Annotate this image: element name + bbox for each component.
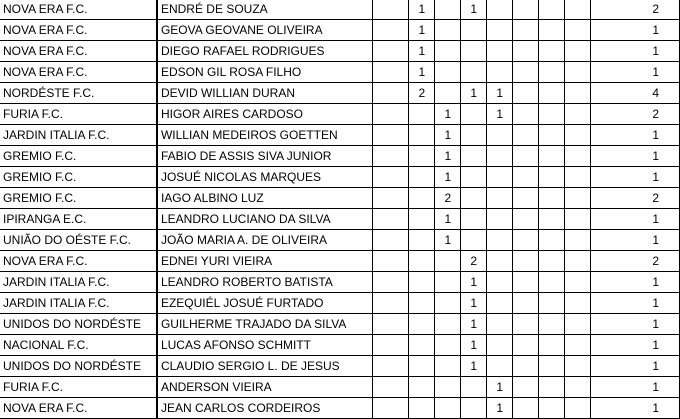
table-row — [0, 377, 680, 398]
team-cell[interactable]: UNIÃO DO OÉSTE F.C. — [0, 230, 157, 251]
table-row — [0, 314, 680, 335]
player-cell[interactable]: LUCAS AFONSO SCHMITT — [157, 335, 373, 356]
goals-cell[interactable]: 1 — [435, 146, 461, 167]
goals-cell[interactable] — [435, 83, 461, 104]
empty-cell[interactable] — [513, 272, 539, 293]
empty-cell[interactable] — [513, 377, 539, 398]
empty-cell[interactable] — [539, 251, 565, 272]
goals-cell[interactable] — [461, 62, 487, 83]
goals-cell[interactable]: 2 — [409, 83, 435, 104]
empty-cell[interactable] — [373, 209, 409, 230]
player-cell[interactable]: ENDRÉ DE SOUZA — [157, 0, 373, 20]
goals-cell[interactable]: 1 — [435, 125, 461, 146]
empty-cell[interactable] — [539, 335, 565, 356]
goals-cell[interactable]: 1 — [487, 104, 513, 125]
empty-cell[interactable] — [373, 125, 409, 146]
goals-cell[interactable] — [461, 125, 487, 146]
empty-cell[interactable] — [539, 62, 565, 83]
goals-cell[interactable] — [435, 251, 461, 272]
goals-cell[interactable] — [409, 146, 435, 167]
goals-cell[interactable]: 1 — [461, 314, 487, 335]
empty-cell[interactable] — [565, 188, 591, 209]
total-cell[interactable]: 2 — [591, 188, 680, 209]
player-cell[interactable]: DEVID WILLIAN DURAN — [157, 83, 373, 104]
empty-cell[interactable] — [373, 272, 409, 293]
goals-cell[interactable] — [461, 41, 487, 62]
goals-cell[interactable] — [409, 230, 435, 251]
team-cell[interactable]: JARDIN ITALIA F.C. — [0, 272, 157, 293]
empty-cell[interactable] — [513, 356, 539, 377]
table-row — [0, 83, 680, 104]
table-row — [0, 41, 680, 62]
empty-cell[interactable] — [565, 20, 591, 41]
total-cell[interactable]: 1 — [591, 20, 680, 41]
total-cell[interactable]: 1 — [591, 146, 680, 167]
empty-cell[interactable] — [539, 209, 565, 230]
total-cell[interactable]: 4 — [591, 83, 680, 104]
table-row — [0, 0, 680, 20]
team-cell[interactable]: JARDIN ITALIA F.C. — [0, 293, 157, 314]
goals-cell[interactable]: 1 — [461, 335, 487, 356]
empty-cell[interactable] — [513, 335, 539, 356]
team-cell[interactable]: NOVA ERA F.C. — [0, 398, 157, 419]
player-cell[interactable]: LEANDRO LUCIANO DA SILVA — [157, 209, 373, 230]
goals-cell[interactable]: 1 — [461, 83, 487, 104]
empty-cell[interactable] — [565, 272, 591, 293]
goals-cell[interactable] — [487, 356, 513, 377]
player-cell[interactable]: DIEGO RAFAEL RODRIGUES — [157, 41, 373, 62]
empty-cell[interactable] — [373, 188, 409, 209]
goals-cell[interactable] — [435, 356, 461, 377]
empty-cell[interactable] — [539, 314, 565, 335]
team-cell[interactable]: NACIONAL F.C. — [0, 335, 157, 356]
goals-cell[interactable] — [409, 104, 435, 125]
team-cell[interactable]: GREMIO F.C. — [0, 188, 157, 209]
empty-cell[interactable] — [513, 251, 539, 272]
empty-cell[interactable] — [513, 230, 539, 251]
goals-cell[interactable] — [435, 272, 461, 293]
table-row — [0, 146, 680, 167]
goals-cell[interactable]: 1 — [409, 20, 435, 41]
team-cell[interactable]: UNIDOS DO NORDÉSTE — [0, 356, 157, 377]
empty-cell[interactable] — [565, 293, 591, 314]
team-cell[interactable]: NORDÉSTE F.C. — [0, 83, 157, 104]
goals-cell[interactable] — [435, 0, 461, 20]
empty-cell[interactable] — [513, 314, 539, 335]
goals-cell[interactable]: 1 — [435, 209, 461, 230]
empty-cell[interactable] — [539, 20, 565, 41]
empty-cell[interactable] — [373, 0, 409, 20]
empty-cell[interactable] — [373, 146, 409, 167]
total-cell[interactable]: 1 — [591, 62, 680, 83]
empty-cell[interactable] — [539, 104, 565, 125]
empty-cell[interactable] — [373, 230, 409, 251]
total-cell[interactable]: 2 — [591, 0, 680, 20]
empty-cell[interactable] — [539, 356, 565, 377]
player-cell[interactable]: HIGOR AIRES CARDOSO — [157, 104, 373, 125]
total-cell[interactable]: 1 — [591, 356, 680, 377]
goals-cell[interactable] — [461, 104, 487, 125]
team-cell[interactable]: GREMIO F.C. — [0, 146, 157, 167]
empty-cell[interactable] — [539, 0, 565, 20]
goals-cell[interactable] — [435, 398, 461, 419]
empty-cell[interactable] — [373, 398, 409, 419]
empty-cell[interactable] — [513, 62, 539, 83]
table-row — [0, 62, 680, 83]
player-cell[interactable]: EZEQUIÉL JOSUÉ FURTADO — [157, 293, 373, 314]
table-row — [0, 167, 680, 188]
goals-cell[interactable] — [461, 20, 487, 41]
goals-cell[interactable] — [435, 314, 461, 335]
total-cell[interactable]: 1 — [591, 293, 680, 314]
empty-cell[interactable] — [565, 146, 591, 167]
goals-cell[interactable]: 1 — [461, 272, 487, 293]
goals-cell[interactable] — [461, 398, 487, 419]
empty-cell[interactable] — [373, 314, 409, 335]
table-row — [0, 293, 680, 314]
total-cell[interactable]: 1 — [591, 209, 680, 230]
goals-cell[interactable] — [409, 167, 435, 188]
empty-cell[interactable] — [513, 398, 539, 419]
empty-cell[interactable] — [565, 251, 591, 272]
player-cell[interactable]: CLAUDIO SERGIO L. DE JESUS — [157, 356, 373, 377]
goals-cell[interactable]: 1 — [461, 0, 487, 20]
table-row — [0, 398, 680, 419]
total-cell[interactable]: 1 — [591, 230, 680, 251]
goals-cell[interactable] — [487, 314, 513, 335]
player-cell[interactable]: IAGO ALBINO LUZ — [157, 188, 373, 209]
table-row — [0, 272, 680, 293]
goals-cell[interactable] — [409, 209, 435, 230]
empty-cell[interactable] — [565, 230, 591, 251]
total-cell[interactable]: 1 — [591, 377, 680, 398]
empty-cell[interactable] — [565, 0, 591, 20]
empty-cell[interactable] — [565, 377, 591, 398]
goals-cell[interactable] — [487, 0, 513, 20]
goals-cell[interactable] — [435, 62, 461, 83]
goals-cell[interactable] — [487, 41, 513, 62]
empty-cell[interactable] — [539, 230, 565, 251]
table-row — [0, 335, 680, 356]
total-cell[interactable]: 1 — [591, 125, 680, 146]
goals-cell[interactable] — [435, 41, 461, 62]
goals-cell[interactable]: 1 — [409, 41, 435, 62]
team-cell[interactable]: NOVA ERA F.C. — [0, 62, 157, 83]
empty-cell[interactable] — [373, 167, 409, 188]
empty-cell[interactable] — [565, 104, 591, 125]
goals-cell[interactable]: 1 — [435, 230, 461, 251]
table-row — [0, 20, 680, 41]
goals-cell[interactable]: 1 — [487, 83, 513, 104]
empty-cell[interactable] — [373, 41, 409, 62]
team-cell[interactable]: NOVA ERA F.C. — [0, 0, 157, 20]
goals-cell[interactable]: 2 — [435, 188, 461, 209]
team-cell[interactable]: NOVA ERA F.C. — [0, 41, 157, 62]
goals-cell[interactable] — [409, 335, 435, 356]
player-cell[interactable]: FABIO DE ASSIS SIVA JUNIOR — [157, 146, 373, 167]
empty-cell[interactable] — [513, 0, 539, 20]
goals-cell[interactable] — [487, 125, 513, 146]
total-cell[interactable]: 1 — [591, 41, 680, 62]
empty-cell[interactable] — [565, 356, 591, 377]
empty-cell[interactable] — [565, 83, 591, 104]
goals-cell[interactable] — [409, 314, 435, 335]
empty-cell[interactable] — [513, 41, 539, 62]
empty-cell[interactable] — [539, 125, 565, 146]
goals-cell[interactable] — [435, 377, 461, 398]
empty-cell[interactable] — [565, 209, 591, 230]
team-cell[interactable]: GREMIO F.C. — [0, 167, 157, 188]
empty-cell[interactable] — [565, 41, 591, 62]
empty-cell[interactable] — [373, 377, 409, 398]
empty-cell[interactable] — [513, 20, 539, 41]
player-cell[interactable]: WILLIAN MEDEIROS GOETTEN — [157, 125, 373, 146]
goals-cell[interactable]: 1 — [461, 293, 487, 314]
empty-cell[interactable] — [513, 209, 539, 230]
team-cell[interactable]: JARDIN ITALIA F.C. — [0, 125, 157, 146]
goals-cell[interactable] — [409, 377, 435, 398]
table-row — [0, 356, 680, 377]
goals-cell[interactable]: 1 — [461, 356, 487, 377]
player-cell[interactable]: JEAN CARLOS CORDEIROS — [157, 398, 373, 419]
goals-cell[interactable] — [487, 293, 513, 314]
table-row — [0, 125, 680, 146]
goals-cell[interactable] — [461, 209, 487, 230]
goals-cell[interactable] — [409, 251, 435, 272]
team-cell[interactable]: IPIRANGA E.C. — [0, 209, 157, 230]
goals-cell[interactable]: 1 — [435, 104, 461, 125]
goals-cell[interactable] — [435, 335, 461, 356]
empty-cell[interactable] — [539, 167, 565, 188]
empty-cell[interactable] — [565, 335, 591, 356]
goals-cell[interactable] — [409, 293, 435, 314]
goals-cell[interactable] — [461, 167, 487, 188]
empty-cell[interactable] — [539, 146, 565, 167]
empty-cell[interactable] — [373, 356, 409, 377]
goals-cell[interactable] — [409, 398, 435, 419]
empty-cell[interactable] — [539, 272, 565, 293]
empty-cell[interactable] — [565, 62, 591, 83]
total-cell[interactable]: 1 — [591, 398, 680, 419]
table-row — [0, 104, 680, 125]
empty-cell[interactable] — [373, 335, 409, 356]
goals-cell[interactable] — [487, 188, 513, 209]
team-cell[interactable]: NOVA ERA F.C. — [0, 20, 157, 41]
goals-cell[interactable]: 1 — [409, 62, 435, 83]
goals-cell[interactable] — [487, 62, 513, 83]
player-cell[interactable]: EDNEI YURI VIEIRA — [157, 251, 373, 272]
goals-cell[interactable]: 1 — [409, 0, 435, 20]
empty-cell[interactable] — [513, 104, 539, 125]
empty-cell[interactable] — [539, 41, 565, 62]
goals-cell[interactable] — [409, 356, 435, 377]
goals-cell[interactable] — [409, 188, 435, 209]
goals-cell[interactable] — [409, 272, 435, 293]
empty-cell[interactable] — [373, 251, 409, 272]
table-row — [0, 230, 680, 251]
goals-cell[interactable] — [461, 377, 487, 398]
empty-cell[interactable] — [373, 293, 409, 314]
team-cell[interactable]: NOVA ERA F.C. — [0, 251, 157, 272]
empty-cell[interactable] — [373, 83, 409, 104]
empty-cell[interactable] — [373, 104, 409, 125]
team-cell[interactable]: FURIA F.C. — [0, 104, 157, 125]
player-cell[interactable]: JOSUÉ NICOLAS MARQUES — [157, 167, 373, 188]
total-cell[interactable]: 1 — [591, 167, 680, 188]
player-cell[interactable]: LEANDRO ROBERTO BATISTA — [157, 272, 373, 293]
player-cell[interactable]: GUILHERME TRAJADO DA SILVA — [157, 314, 373, 335]
empty-cell[interactable] — [539, 398, 565, 419]
goals-cell[interactable] — [461, 188, 487, 209]
empty-cell[interactable] — [565, 125, 591, 146]
total-cell[interactable]: 1 — [591, 314, 680, 335]
total-cell[interactable]: 1 — [591, 335, 680, 356]
table-row — [0, 188, 680, 209]
goals-cell[interactable] — [487, 167, 513, 188]
empty-cell[interactable] — [539, 83, 565, 104]
goals-cell[interactable]: 1 — [487, 377, 513, 398]
empty-cell[interactable] — [373, 20, 409, 41]
team-cell[interactable]: FURIA F.C. — [0, 377, 157, 398]
goals-cell[interactable] — [487, 20, 513, 41]
goals-cell[interactable] — [487, 230, 513, 251]
player-cell[interactable]: JOÃO MARIA A. DE OLIVEIRA — [157, 230, 373, 251]
team-cell[interactable]: UNIDOS DO NORDÉSTE — [0, 314, 157, 335]
goals-cell[interactable] — [435, 293, 461, 314]
goals-cell[interactable] — [461, 146, 487, 167]
player-cell[interactable]: GEOVA GEOVANE OLIVEIRA — [157, 20, 373, 41]
table-row — [0, 251, 680, 272]
empty-cell[interactable] — [565, 398, 591, 419]
total-cell[interactable]: 2 — [591, 251, 680, 272]
empty-cell[interactable] — [513, 83, 539, 104]
player-cell[interactable]: EDSON GIL ROSA FILHO — [157, 62, 373, 83]
total-cell[interactable]: 1 — [591, 272, 680, 293]
goals-cell[interactable] — [409, 125, 435, 146]
goals-cell[interactable]: 1 — [435, 167, 461, 188]
empty-cell[interactable] — [565, 314, 591, 335]
empty-cell[interactable] — [373, 62, 409, 83]
goals-cell[interactable] — [487, 146, 513, 167]
table-row — [0, 209, 680, 230]
player-cell[interactable]: ANDERSON VIEIRA — [157, 377, 373, 398]
goals-cell[interactable] — [461, 230, 487, 251]
goals-cell[interactable] — [435, 20, 461, 41]
goals-cell[interactable] — [487, 251, 513, 272]
goals-cell[interactable]: 2 — [461, 251, 487, 272]
empty-cell[interactable] — [539, 377, 565, 398]
goals-cell[interactable]: 1 — [487, 398, 513, 419]
empty-cell[interactable] — [513, 293, 539, 314]
empty-cell[interactable] — [565, 167, 591, 188]
empty-cell[interactable] — [513, 188, 539, 209]
goals-cell[interactable] — [487, 272, 513, 293]
total-cell[interactable]: 2 — [591, 104, 680, 125]
goals-cell[interactable] — [487, 209, 513, 230]
empty-cell[interactable] — [513, 167, 539, 188]
empty-cell[interactable] — [539, 293, 565, 314]
empty-cell[interactable] — [539, 188, 565, 209]
goals-cell[interactable] — [487, 335, 513, 356]
empty-cell[interactable] — [513, 146, 539, 167]
empty-cell[interactable] — [513, 125, 539, 146]
